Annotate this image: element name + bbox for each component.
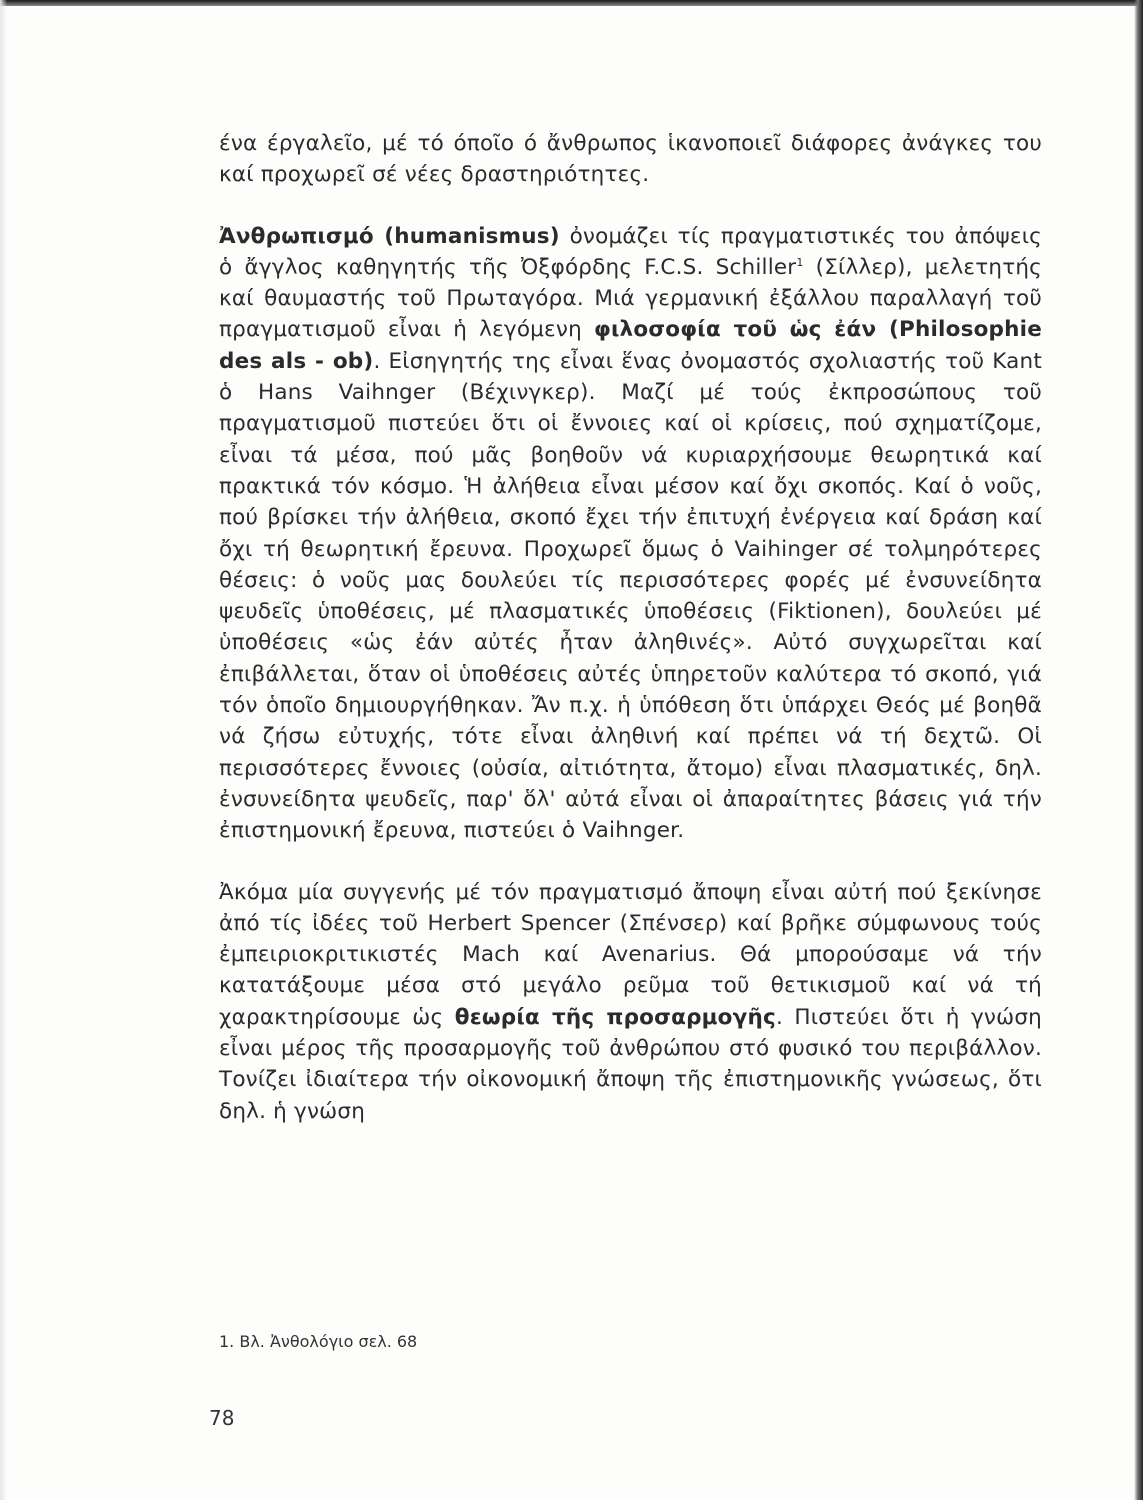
term-philosophie-des-als-ob: φιλοσοφία τοῦ ὡς ἐάν (Philosophie des als - ob) [219,317,1042,374]
paragraph-3-text-a: Ἀκόμα μία συγγενής μέ τόν πραγματισμό ἄποψη εἶναι αὐτή πού ξεκίνησε ἀπό τίς ἰδέες τοῦ Herbert Spencer (Σπένσερ) καί βρῆκε σύμφωνους τούς ἐμπειριοκριτικιστές Mach καί Avenarius. Θά μπορούσαμε νά τήν κατατάξουμε μέσα στό μεγάλο ρεῦμα τοῦ θετικισμοῦ καί νά τή χαρακτηρίσουμε ὡς [219,879,1042,1030]
paragraph-3 [219,877,1042,1127]
scan-edge-right [1134,0,1143,1500]
paragraph-2 [219,221,1042,847]
paragraph-1: ένα έργαλεῖο, μέ τό όποῖο ό ἄνθρωπος ἱκανοποιεῖ διάφορες ἀνάγκες του καί προχωρεῖ σέ νέες δραστηριότητες. [219,131,1042,188]
paragraph-2-text-b: (Σίλλερ), μελετητής καί θαυμαστής τοῦ Πρωταγόρα. Μιά γερμανική ἐξάλλου παραλλαγή τοῦ πραγματισμοῦ εἶναι ἡ λεγόμενη [219,254,1042,343]
term-adaptation-theory: θεωρία τῆς προσαρμογῆς [454,1004,776,1030]
scan-edge-top [0,0,1143,6]
scan-edge-left [0,0,7,1500]
footnote-reference: 1 [796,255,804,269]
body-text [219,128,1042,1127]
page-number: 78 [209,1406,235,1430]
term-humanismus: Ἀνθρωπισμό (humanismus) [219,223,560,249]
footnote: 1. Βλ. Ἀνθολόγιο σελ. 68 [219,1332,418,1351]
paragraph-2-text-c: . Εἰσηγητής της εἶναι ἕνας ὀνομαστός σχολιαστής τοῦ Kant ὁ Hans Vaihnger (Βέχινγκερ). Μαζί μέ τούς ἐκπροσώπους τοῦ πραγματισμοῦ πιστεύει ὅτι οἱ ἔννοιες καί οἱ κρίσεις, πού σχηματίζομε, εἶναι τά μέσα, πού μᾶς βοηθοῦν νά κυριαρχήσουμε θεωρητικά καί πρακτικά τόν κόσμο. Ἡ ἀλήθεια εἶναι μέσον καί ὄχι σκοπός. Καί ὁ νοῦς, πού βρίσκει τήν ἀλήθεια, σκοπό ἔχει τήν ἐπιτυχή ἐνέργεια καί δράση καί ὄχι τή θεωρητική ἔρευνα. Προχωρεῖ ὅμως ὁ Vaihinger σέ τολμηρότερες θέσεις: ὁ νοῦς μας δουλεύει τίς περισσότερες φορές μέ ἐνσυνείδητα ψευδεῖς ὑποθέσεις, μέ πλασματικές ὑποθέσεις (Fiktionen), δουλεύει μέ ὑποθέσεις «ὡς ἐάν αὐτές ἦταν ἀληθινές». Αὐτό συγχωρεῖται καί ἐπιβάλλεται, ὅταν οἱ ὑποθέσεις αὐτές ὑπηρετοῦν καλύτερα τό σκοπό, γιά τόν ὁποῖο δημιουργήθηκαν. Ἄν π.χ. ἡ ὑπόθεση ὅτι ὑπάρχει Θεός μέ βοηθᾶ νά ζήσω εὐτυχής, τότε εἶναι ἀληθινή καί πρέπει νά τή δεχτῶ. Οἱ περισσότερες ἔννοιες (οὐσία, αἰτιότητα, ἄτομο) εἶναι πλασματικές, δηλ. ἐνσυνείδητα ψευδεῖς, παρ' ὅλ' αὐτά εἶναι οἱ ἀπαραίτητες βάσεις γιά τήν ἐπιστημονική ἔρευνα, πιστεύει ὁ Vaihnger. [219,348,1042,844]
paragraph-2-text-a: ὀνομάζει τίς πραγματιστικές του ἀπόψεις ὁ ἄγγλος καθηγητής τῆς Ὀξφόρδης F.C.S. Schiller [219,223,1042,280]
paragraph-3-text-b: . Πιστεύει ὅτι ἡ γνώση εἶναι μέρος τῆς προσαρμογῆς τοῦ ἀνθρώπου στό φυσικό του περιβάλλον. Τονίζει ἰδιαίτερα τήν οἰκονομική ἄποψη τῆς ἐπιστημονικῆς γνώσεως, ὅτι δηλ. ἡ γνώση [219,1004,1042,1124]
